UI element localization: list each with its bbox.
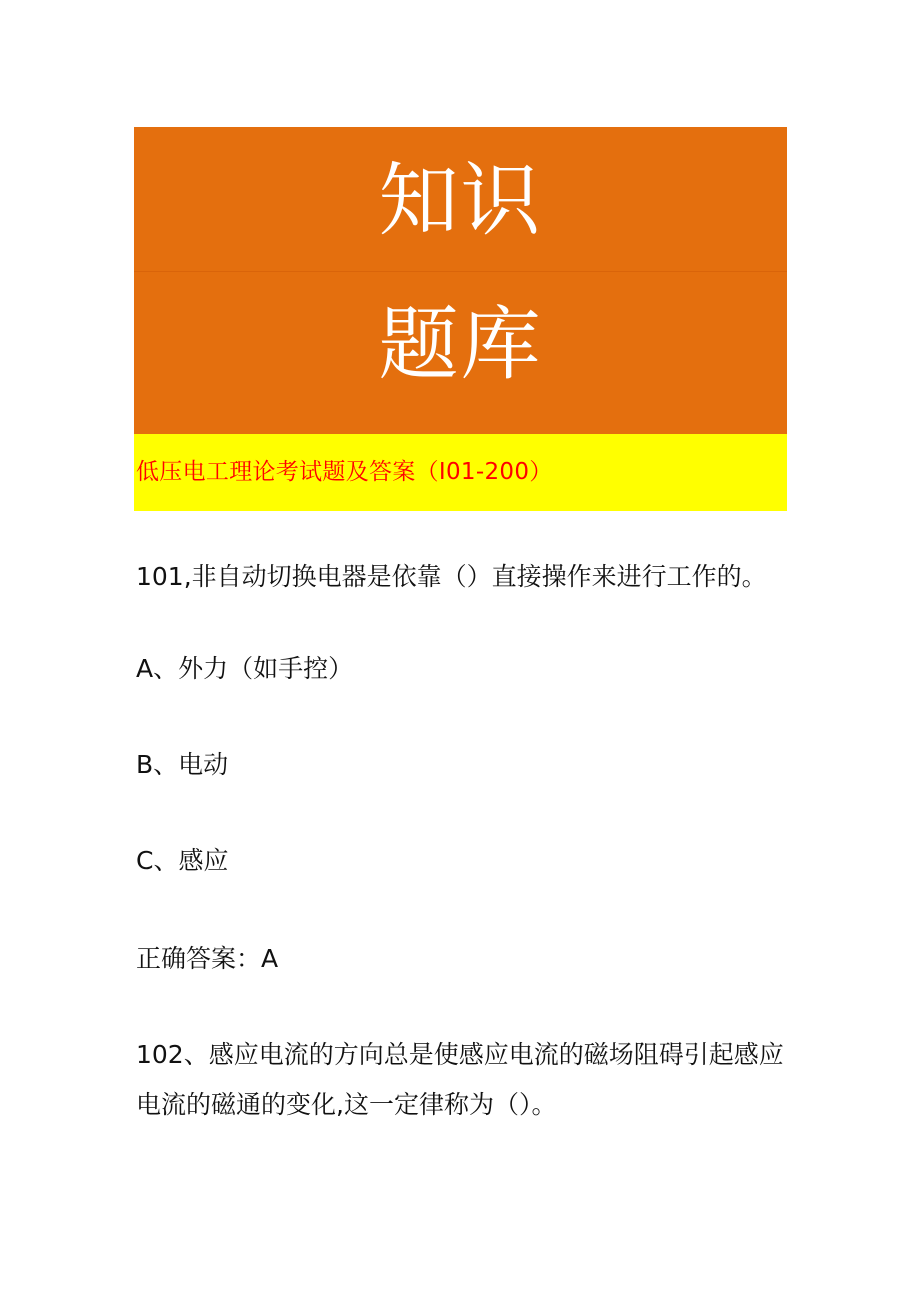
question-102-stem-line1: 102、感应电流的方向总是使感应电流的磁场阻碍引起感应 (136, 1040, 784, 1069)
banner-title-line1: 知识 (134, 127, 787, 271)
question-101-answer: 正确答案：A (136, 944, 279, 973)
subtitle-bar (134, 434, 787, 511)
question-102-stem-line2: 电流的磁通的变化,这一定律称为（）。 (136, 1090, 557, 1119)
question-101-option-a: A、外力（如手控） (136, 654, 354, 683)
question-101-option-c: C、感应 (136, 846, 229, 875)
banner-title-line2: 题库 (134, 272, 787, 434)
document-subtitle: 低压电工理论考试题及答案（I01-200） (136, 459, 553, 485)
question-101-stem: 101,非自动切换电器是依靠（）直接操作来进行工作的。 (136, 562, 767, 591)
question-101-option-b: B、电动 (136, 750, 229, 779)
